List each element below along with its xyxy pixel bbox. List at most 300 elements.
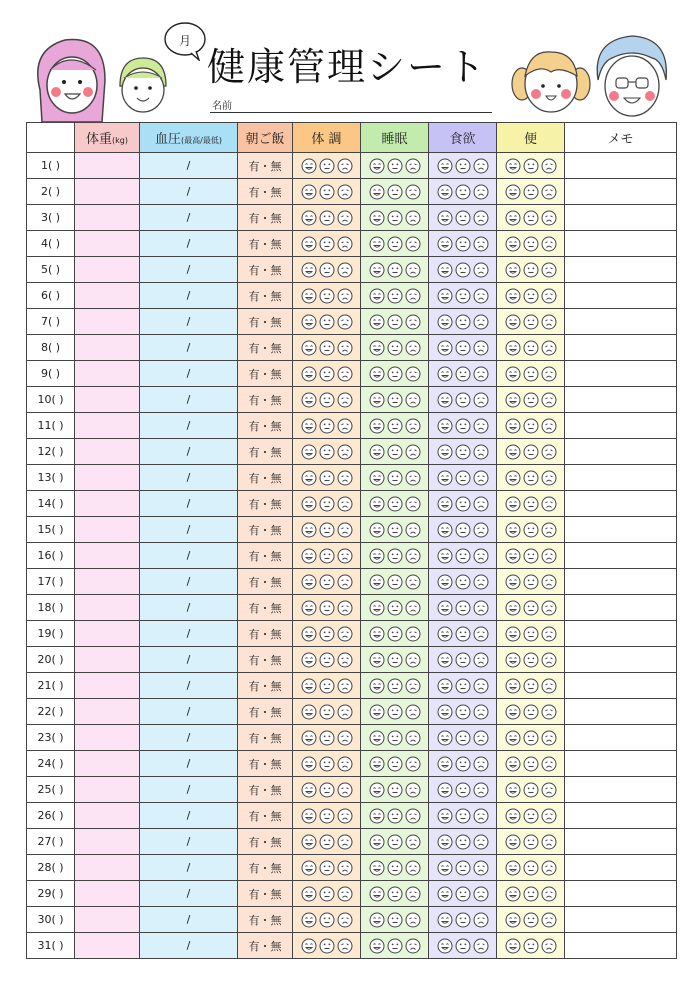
happy-face-icon[interactable] [369,418,385,434]
breakfast-cell[interactable] [238,673,293,699]
weight-cell[interactable] [75,309,140,335]
sad-face-icon[interactable] [405,548,421,564]
breakfast-cell[interactable] [238,361,293,387]
neutral-face-icon[interactable] [455,236,471,252]
happy-face-icon[interactable] [369,678,385,694]
happy-face-icon[interactable] [301,470,317,486]
happy-face-icon[interactable] [505,574,521,590]
happy-face-icon[interactable] [437,548,453,564]
neutral-face-icon[interactable] [455,262,471,278]
neutral-face-icon[interactable] [319,366,335,382]
happy-face-icon[interactable] [505,262,521,278]
sad-face-icon[interactable] [337,522,353,538]
neutral-face-icon[interactable] [387,522,403,538]
happy-face-icon[interactable] [437,678,453,694]
happy-face-icon[interactable] [301,704,317,720]
happy-face-icon[interactable] [369,938,385,954]
memo-cell[interactable] [565,777,677,803]
neutral-face-icon[interactable] [387,340,403,356]
sad-face-icon[interactable] [541,678,557,694]
happy-face-icon[interactable] [437,704,453,720]
sad-face-icon[interactable] [405,444,421,460]
sad-face-icon[interactable] [405,236,421,252]
neutral-face-icon[interactable] [387,756,403,772]
happy-face-icon[interactable] [437,236,453,252]
neutral-face-icon[interactable] [319,158,335,174]
weight-cell[interactable] [75,231,140,257]
sad-face-icon[interactable] [337,288,353,304]
sad-face-icon[interactable] [541,730,557,746]
weight-cell[interactable] [75,543,140,569]
sad-face-icon[interactable] [337,444,353,460]
neutral-face-icon[interactable] [455,470,471,486]
sad-face-icon[interactable] [473,418,489,434]
weight-cell[interactable] [75,673,140,699]
sad-face-icon[interactable] [405,600,421,616]
breakfast-cell[interactable] [238,699,293,725]
happy-face-icon[interactable] [301,184,317,200]
blood-pressure-cell[interactable] [140,231,238,257]
neutral-face-icon[interactable] [319,912,335,928]
breakfast-cell[interactable] [238,803,293,829]
happy-face-icon[interactable] [505,236,521,252]
neutral-face-icon[interactable] [319,236,335,252]
neutral-face-icon[interactable] [523,496,539,512]
memo-cell[interactable] [565,595,677,621]
sad-face-icon[interactable] [405,626,421,642]
neutral-face-icon[interactable] [387,366,403,382]
breakfast-cell[interactable] [238,205,293,231]
sad-face-icon[interactable] [473,470,489,486]
happy-face-icon[interactable] [437,496,453,512]
breakfast-cell[interactable] [238,855,293,881]
happy-face-icon[interactable] [301,522,317,538]
neutral-face-icon[interactable] [455,158,471,174]
blood-pressure-cell[interactable] [140,751,238,777]
blood-pressure-cell[interactable] [140,153,238,179]
neutral-face-icon[interactable] [523,288,539,304]
weight-cell[interactable] [75,465,140,491]
neutral-face-icon[interactable] [523,652,539,668]
happy-face-icon[interactable] [369,860,385,876]
happy-face-icon[interactable] [369,886,385,902]
memo-cell[interactable] [565,205,677,231]
sad-face-icon[interactable] [405,210,421,226]
breakfast-cell[interactable] [238,491,293,517]
breakfast-cell[interactable] [238,465,293,491]
neutral-face-icon[interactable] [319,288,335,304]
neutral-face-icon[interactable] [523,418,539,434]
neutral-face-icon[interactable] [455,652,471,668]
happy-face-icon[interactable] [301,756,317,772]
breakfast-cell[interactable] [238,751,293,777]
neutral-face-icon[interactable] [387,392,403,408]
sad-face-icon[interactable] [541,340,557,356]
sad-face-icon[interactable] [405,782,421,798]
sad-face-icon[interactable] [337,392,353,408]
weight-cell[interactable] [75,361,140,387]
sad-face-icon[interactable] [473,158,489,174]
happy-face-icon[interactable] [437,522,453,538]
sad-face-icon[interactable] [337,418,353,434]
neutral-face-icon[interactable] [455,314,471,330]
sad-face-icon[interactable] [541,574,557,590]
happy-face-icon[interactable] [301,912,317,928]
neutral-face-icon[interactable] [523,886,539,902]
sad-face-icon[interactable] [337,236,353,252]
happy-face-icon[interactable] [505,158,521,174]
breakfast-cell[interactable] [238,387,293,413]
blood-pressure-cell[interactable] [140,855,238,881]
sad-face-icon[interactable] [337,782,353,798]
weight-cell[interactable] [75,777,140,803]
sad-face-icon[interactable] [541,262,557,278]
sad-face-icon[interactable] [541,210,557,226]
sad-face-icon[interactable] [473,366,489,382]
happy-face-icon[interactable] [369,210,385,226]
happy-face-icon[interactable] [505,886,521,902]
neutral-face-icon[interactable] [455,756,471,772]
neutral-face-icon[interactable] [319,444,335,460]
happy-face-icon[interactable] [437,912,453,928]
neutral-face-icon[interactable] [455,678,471,694]
sad-face-icon[interactable] [473,860,489,876]
sad-face-icon[interactable] [337,184,353,200]
happy-face-icon[interactable] [505,548,521,564]
neutral-face-icon[interactable] [387,184,403,200]
neutral-face-icon[interactable] [455,860,471,876]
blood-pressure-cell[interactable] [140,803,238,829]
weight-cell[interactable] [75,647,140,673]
sad-face-icon[interactable] [337,496,353,512]
sad-face-icon[interactable] [337,938,353,954]
blood-pressure-cell[interactable] [140,907,238,933]
memo-cell[interactable] [565,257,677,283]
blood-pressure-cell[interactable] [140,517,238,543]
neutral-face-icon[interactable] [319,782,335,798]
neutral-face-icon[interactable] [319,678,335,694]
neutral-face-icon[interactable] [455,340,471,356]
happy-face-icon[interactable] [301,418,317,434]
neutral-face-icon[interactable] [387,444,403,460]
happy-face-icon[interactable] [369,236,385,252]
happy-face-icon[interactable] [437,262,453,278]
sad-face-icon[interactable] [405,652,421,668]
weight-cell[interactable] [75,283,140,309]
sad-face-icon[interactable] [473,652,489,668]
breakfast-cell[interactable] [238,257,293,283]
neutral-face-icon[interactable] [455,886,471,902]
sad-face-icon[interactable] [541,158,557,174]
happy-face-icon[interactable] [369,574,385,590]
neutral-face-icon[interactable] [387,704,403,720]
happy-face-icon[interactable] [369,288,385,304]
sad-face-icon[interactable] [473,938,489,954]
memo-cell[interactable] [565,621,677,647]
weight-cell[interactable] [75,257,140,283]
happy-face-icon[interactable] [301,496,317,512]
neutral-face-icon[interactable] [455,418,471,434]
neutral-face-icon[interactable] [319,860,335,876]
breakfast-cell[interactable] [238,283,293,309]
neutral-face-icon[interactable] [319,652,335,668]
blood-pressure-cell[interactable] [140,257,238,283]
happy-face-icon[interactable] [505,392,521,408]
sad-face-icon[interactable] [541,834,557,850]
memo-cell[interactable] [565,283,677,309]
neutral-face-icon[interactable] [455,392,471,408]
sad-face-icon[interactable] [405,392,421,408]
blood-pressure-cell[interactable] [140,621,238,647]
happy-face-icon[interactable] [369,522,385,538]
happy-face-icon[interactable] [369,340,385,356]
neutral-face-icon[interactable] [387,210,403,226]
sad-face-icon[interactable] [541,288,557,304]
sad-face-icon[interactable] [541,756,557,772]
happy-face-icon[interactable] [505,418,521,434]
happy-face-icon[interactable] [301,314,317,330]
breakfast-cell[interactable] [238,907,293,933]
neutral-face-icon[interactable] [455,730,471,746]
happy-face-icon[interactable] [437,340,453,356]
sad-face-icon[interactable] [541,366,557,382]
sad-face-icon[interactable] [541,652,557,668]
memo-cell[interactable] [565,673,677,699]
happy-face-icon[interactable] [437,210,453,226]
breakfast-cell[interactable] [238,647,293,673]
neutral-face-icon[interactable] [523,236,539,252]
happy-face-icon[interactable] [301,600,317,616]
weight-cell[interactable] [75,907,140,933]
happy-face-icon[interactable] [369,704,385,720]
memo-cell[interactable] [565,647,677,673]
sad-face-icon[interactable] [473,392,489,408]
neutral-face-icon[interactable] [455,548,471,564]
blood-pressure-cell[interactable] [140,205,238,231]
breakfast-cell[interactable] [238,569,293,595]
sad-face-icon[interactable] [405,886,421,902]
sad-face-icon[interactable] [337,158,353,174]
happy-face-icon[interactable] [369,366,385,382]
neutral-face-icon[interactable] [387,262,403,278]
sad-face-icon[interactable] [405,418,421,434]
happy-face-icon[interactable] [301,886,317,902]
weight-cell[interactable] [75,491,140,517]
memo-cell[interactable] [565,153,677,179]
sad-face-icon[interactable] [405,522,421,538]
neutral-face-icon[interactable] [319,496,335,512]
memo-cell[interactable] [565,517,677,543]
neutral-face-icon[interactable] [523,626,539,642]
happy-face-icon[interactable] [369,730,385,746]
breakfast-cell[interactable] [238,543,293,569]
happy-face-icon[interactable] [301,808,317,824]
sad-face-icon[interactable] [541,444,557,460]
blood-pressure-cell[interactable] [140,439,238,465]
sad-face-icon[interactable] [541,522,557,538]
breakfast-cell[interactable] [238,309,293,335]
weight-cell[interactable] [75,933,140,959]
sad-face-icon[interactable] [541,782,557,798]
happy-face-icon[interactable] [505,808,521,824]
sad-face-icon[interactable] [337,600,353,616]
happy-face-icon[interactable] [301,938,317,954]
blood-pressure-cell[interactable] [140,673,238,699]
sad-face-icon[interactable] [541,860,557,876]
memo-cell[interactable] [565,413,677,439]
sad-face-icon[interactable] [541,392,557,408]
neutral-face-icon[interactable] [455,782,471,798]
happy-face-icon[interactable] [369,600,385,616]
breakfast-cell[interactable] [238,621,293,647]
happy-face-icon[interactable] [505,730,521,746]
blood-pressure-cell[interactable] [140,387,238,413]
sad-face-icon[interactable] [405,678,421,694]
neutral-face-icon[interactable] [523,834,539,850]
happy-face-icon[interactable] [505,210,521,226]
sad-face-icon[interactable] [337,704,353,720]
sad-face-icon[interactable] [473,522,489,538]
sad-face-icon[interactable] [337,886,353,902]
sad-face-icon[interactable] [337,366,353,382]
happy-face-icon[interactable] [369,184,385,200]
neutral-face-icon[interactable] [387,158,403,174]
sad-face-icon[interactable] [473,340,489,356]
neutral-face-icon[interactable] [387,314,403,330]
happy-face-icon[interactable] [437,470,453,486]
neutral-face-icon[interactable] [455,288,471,304]
sad-face-icon[interactable] [473,184,489,200]
sad-face-icon[interactable] [541,496,557,512]
happy-face-icon[interactable] [505,600,521,616]
happy-face-icon[interactable] [369,444,385,460]
happy-face-icon[interactable] [369,314,385,330]
neutral-face-icon[interactable] [387,678,403,694]
neutral-face-icon[interactable] [387,600,403,616]
happy-face-icon[interactable] [505,782,521,798]
neutral-face-icon[interactable] [455,210,471,226]
sad-face-icon[interactable] [337,470,353,486]
weight-cell[interactable] [75,517,140,543]
happy-face-icon[interactable] [301,210,317,226]
sad-face-icon[interactable] [405,574,421,590]
neutral-face-icon[interactable] [319,392,335,408]
weight-cell[interactable] [75,153,140,179]
sad-face-icon[interactable] [405,808,421,824]
neutral-face-icon[interactable] [523,860,539,876]
neutral-face-icon[interactable] [319,730,335,746]
happy-face-icon[interactable] [505,704,521,720]
neutral-face-icon[interactable] [387,808,403,824]
weight-cell[interactable] [75,439,140,465]
sad-face-icon[interactable] [405,314,421,330]
neutral-face-icon[interactable] [455,600,471,616]
neutral-face-icon[interactable] [319,886,335,902]
happy-face-icon[interactable] [505,340,521,356]
sad-face-icon[interactable] [405,496,421,512]
neutral-face-icon[interactable] [455,522,471,538]
sad-face-icon[interactable] [337,340,353,356]
memo-cell[interactable] [565,751,677,777]
weight-cell[interactable] [75,595,140,621]
happy-face-icon[interactable] [505,522,521,538]
weight-cell[interactable] [75,569,140,595]
happy-face-icon[interactable] [369,470,385,486]
neutral-face-icon[interactable] [523,184,539,200]
neutral-face-icon[interactable] [319,340,335,356]
happy-face-icon[interactable] [505,860,521,876]
blood-pressure-cell[interactable] [140,413,238,439]
sad-face-icon[interactable] [541,704,557,720]
happy-face-icon[interactable] [437,886,453,902]
happy-face-icon[interactable] [301,730,317,746]
weight-cell[interactable] [75,335,140,361]
month-field[interactable] [163,21,207,59]
neutral-face-icon[interactable] [523,444,539,460]
neutral-face-icon[interactable] [455,366,471,382]
blood-pressure-cell[interactable] [140,543,238,569]
sad-face-icon[interactable] [473,288,489,304]
breakfast-cell[interactable] [238,439,293,465]
neutral-face-icon[interactable] [319,210,335,226]
happy-face-icon[interactable] [437,626,453,642]
sad-face-icon[interactable] [541,600,557,616]
sad-face-icon[interactable] [337,730,353,746]
neutral-face-icon[interactable] [523,522,539,538]
weight-cell[interactable] [75,725,140,751]
breakfast-cell[interactable] [238,231,293,257]
sad-face-icon[interactable] [541,912,557,928]
breakfast-cell[interactable] [238,335,293,361]
memo-cell[interactable] [565,387,677,413]
neutral-face-icon[interactable] [387,730,403,746]
memo-cell[interactable] [565,829,677,855]
neutral-face-icon[interactable] [387,652,403,668]
neutral-face-icon[interactable] [387,288,403,304]
neutral-face-icon[interactable] [523,366,539,382]
sad-face-icon[interactable] [473,444,489,460]
blood-pressure-cell[interactable] [140,491,238,517]
neutral-face-icon[interactable] [387,496,403,512]
memo-cell[interactable] [565,933,677,959]
neutral-face-icon[interactable] [387,626,403,642]
breakfast-cell[interactable] [238,881,293,907]
sad-face-icon[interactable] [405,288,421,304]
sad-face-icon[interactable] [473,678,489,694]
memo-cell[interactable] [565,569,677,595]
happy-face-icon[interactable] [505,834,521,850]
happy-face-icon[interactable] [505,938,521,954]
sad-face-icon[interactable] [405,912,421,928]
happy-face-icon[interactable] [505,366,521,382]
neutral-face-icon[interactable] [455,444,471,460]
happy-face-icon[interactable] [369,626,385,642]
name-field[interactable] [210,96,492,113]
blood-pressure-cell[interactable] [140,725,238,751]
neutral-face-icon[interactable] [387,418,403,434]
happy-face-icon[interactable] [437,574,453,590]
happy-face-icon[interactable] [505,678,521,694]
sad-face-icon[interactable] [473,574,489,590]
happy-face-icon[interactable] [301,158,317,174]
neutral-face-icon[interactable] [387,574,403,590]
happy-face-icon[interactable] [437,366,453,382]
sad-face-icon[interactable] [337,574,353,590]
neutral-face-icon[interactable] [455,704,471,720]
weight-cell[interactable] [75,387,140,413]
happy-face-icon[interactable] [369,808,385,824]
happy-face-icon[interactable] [437,756,453,772]
